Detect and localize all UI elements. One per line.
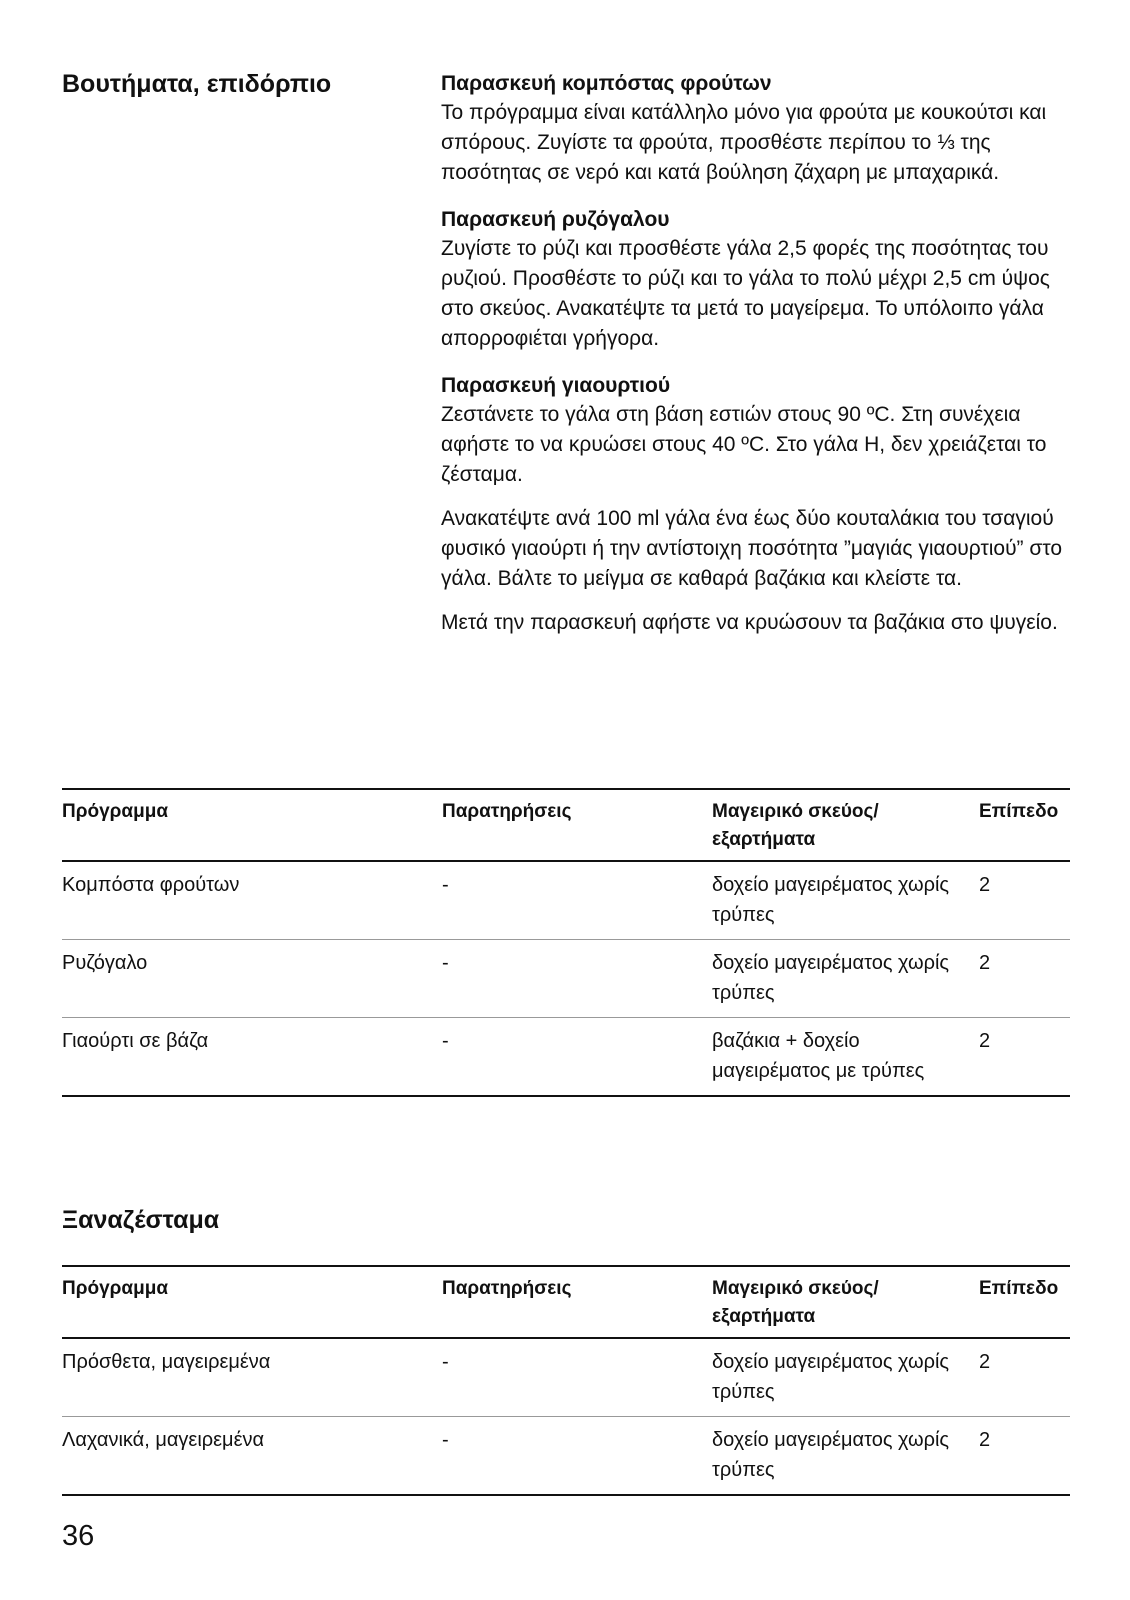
header-notes: Παρατηρήσεις (442, 801, 572, 822)
cell-level: 2 (979, 1429, 991, 1451)
table-header-row (62, 1265, 1070, 1339)
yogurt-heading: Παρασκευή γιαουρτιού (441, 374, 671, 397)
header-level: Επίπεδο (979, 1278, 1059, 1299)
yogurt-paragraph-3: Μετά την παρασκευή αφήστε να κρυώσουν τα βαζάκια στο ψυγείο. (441, 611, 1058, 634)
cell-level: 2 (979, 1351, 991, 1373)
desserts-content (441, 70, 1066, 656)
header-program: Πρόγραμμα (62, 801, 169, 822)
desserts-program-table (62, 788, 1070, 1097)
cell-notes: - (442, 874, 449, 896)
cell-program: Πρόσθετα, μαγειρεμένα (62, 1351, 271, 1373)
cell-program: Ρυζόγαλο (62, 952, 148, 974)
cell-program: Γιαούρτι σε βάζα (62, 1030, 209, 1052)
compote-body: Το πρόγραμμα είναι κατάλληλο μόνο για φρούτα με κουκούτσι και σπόρους. Ζυγίστε τα φρούτα, προσθέστε περίπου το ⅓ της ποσότητας σε νερό και κατά βούληση ζάχαρη με μπαχαρικά. (441, 101, 1047, 184)
cell-notes: - (442, 1351, 449, 1373)
header-level: Επίπεδο (979, 801, 1059, 822)
header-notes: Παρατηρήσεις (442, 1278, 572, 1299)
cell-cookware: δοχείο μαγειρέματος χωρίς τρύπες (712, 1429, 950, 1481)
header-cookware: Μαγειρικό σκεύος/ εξαρτήματα (712, 1278, 879, 1327)
yogurt-paragraph-2: Ανακατέψτε ανά 100 ml γάλα ένα έως δύο κουταλάκια του τσαγιού φυσικό γιαούρτι ή την αντίστοιχη ποσότητα ”μαγιάς γιαουρτιού” στο γάλα. Βάλτε το μείγμα σε καθαρά βαζάκια και κλείστε τα. (441, 507, 1063, 590)
yogurt-block (441, 372, 1066, 638)
reheating-program-table (62, 1265, 1070, 1496)
cell-cookware: δοχείο μαγειρέματος χωρίς τρύπες (712, 1351, 950, 1403)
cell-program: Λαχανικά, μαγειρεμένα (62, 1429, 265, 1451)
yogurt-paragraph-1: Ζεστάνετε το γάλα στη βάση εστιών στους 90 ºC. Στη συνέχεια αφήστε το να κρυώσει στους 40 ºC. Στο γάλα Η, δεν χρειάζεται το ζέσταμα. (441, 403, 1047, 486)
table-row (62, 940, 1070, 1018)
section-title-desserts: Βουτήματα, επιδόρπιο (62, 70, 332, 98)
ricepudding-body: Ζυγίστε το ρύζι και προσθέστε γάλα 2,5 φορές της ποσότητας του ρυζιού. Προσθέστε το ρύζι και το γάλα το πολύ μέχρι 2,5 cm ύψος στο σκεύος. Ανακατέψτε τα μετά το μαγείρεμα. Το υπόλοιπο γάλα απορροφιέται γρήγορα. (441, 237, 1050, 350)
table-row (62, 1018, 1070, 1097)
cell-cookware: δοχείο μαγειρέματος χωρίς τρύπες (712, 952, 950, 1004)
cell-cookware: δοχείο μαγειρέματος χωρίς τρύπες (712, 874, 950, 926)
table-row (62, 1417, 1070, 1496)
cell-level: 2 (979, 874, 991, 896)
cell-notes: - (442, 1429, 449, 1451)
table-header-row (62, 788, 1070, 862)
compote-block (441, 70, 1066, 188)
ricepudding-block (441, 206, 1066, 354)
section-title-reheating: Ξαναζέσταμα (62, 1206, 220, 1234)
cell-program: Κομπόστα φρούτων (62, 874, 240, 896)
cell-level: 2 (979, 1030, 991, 1052)
table-row (62, 1339, 1070, 1417)
compote-heading: Παρασκευή κομπόστας φρούτων (441, 72, 772, 95)
header-cookware: Μαγειρικό σκεύος/ εξαρτήματα (712, 801, 879, 850)
cell-notes: - (442, 1030, 449, 1052)
page-number: 36 (62, 1520, 95, 1552)
cell-cookware: βαζάκια + δοχείο μαγειρέματος με τρύπες (712, 1030, 925, 1082)
cell-level: 2 (979, 952, 991, 974)
cell-notes: - (442, 952, 449, 974)
header-program: Πρόγραμμα (62, 1278, 169, 1299)
table-row (62, 862, 1070, 940)
ricepudding-heading: Παρασκευή ρυζόγαλου (441, 208, 670, 231)
